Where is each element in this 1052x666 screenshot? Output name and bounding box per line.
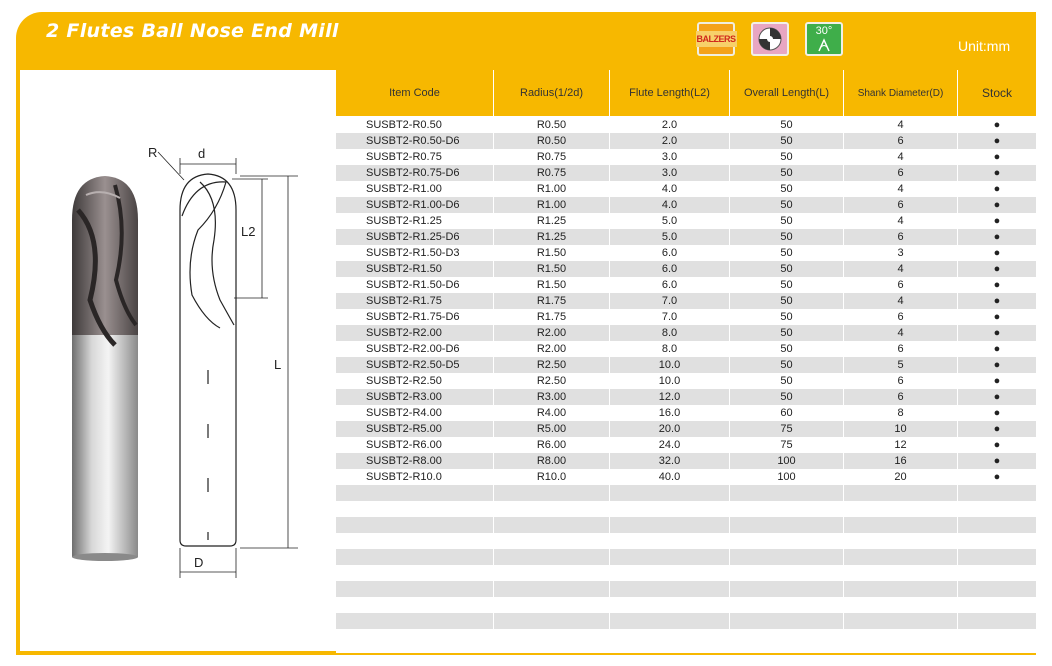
cell-stock: ● (993, 471, 1001, 483)
cell-radius: R4.00 (494, 405, 610, 421)
cell-overall-length: 50 (730, 197, 844, 213)
empty-table-row (336, 581, 1036, 597)
cell-flute-length: 24.0 (610, 437, 730, 453)
cell-item-code: SUSBT2-R1.25-D6 (336, 229, 494, 245)
cell-item-code: SUSBT2-R0.75-D6 (336, 165, 494, 181)
cell-shank-diameter: 4 (844, 293, 958, 309)
cell-stock: ● (993, 279, 1001, 291)
cell-radius: R2.00 (494, 341, 610, 357)
cell-item-code: SUSBT2-R1.25 (336, 213, 494, 229)
cell-flute-length: 5.0 (610, 213, 730, 229)
col-header-shank-diameter: Shank Diameter(D) (844, 70, 958, 116)
cell-shank-diameter (844, 629, 958, 645)
cell-overall-length: 50 (730, 261, 844, 277)
cell-item-code: SUSBT2-R2.00 (336, 325, 494, 341)
cell-flute-length (610, 485, 730, 501)
cell-overall-length: 50 (730, 309, 844, 325)
cell-radius (494, 581, 610, 597)
col-header-flute-length: Flute Length(L2) (610, 70, 730, 116)
empty-table-row (336, 501, 1036, 517)
cell-radius (494, 549, 610, 565)
cell-overall-length: 50 (730, 213, 844, 229)
cell-overall-length: 50 (730, 357, 844, 373)
cell-radius (494, 517, 610, 533)
cell-overall-length (730, 533, 844, 549)
cell-flute-length: 8.0 (610, 341, 730, 357)
cell-radius (494, 597, 610, 613)
balzers-coating-badge (697, 22, 735, 56)
cell-shank-diameter: 6 (844, 229, 958, 245)
cell-overall-length: 75 (730, 437, 844, 453)
cell-item-code (336, 613, 494, 629)
cell-stock: ● (993, 215, 1001, 227)
cell-flute-length: 2.0 (610, 133, 730, 149)
cell-overall-length: 50 (730, 149, 844, 165)
helix-angle-label: 30° (815, 25, 833, 37)
cell-stock: ● (993, 311, 1001, 323)
table-row (336, 405, 1036, 421)
cell-shank-diameter: 12 (844, 437, 958, 453)
cell-radius: R2.00 (494, 325, 610, 341)
cell-shank-diameter: 20 (844, 469, 958, 485)
cell-overall-length: 50 (730, 325, 844, 341)
cell-overall-length: 100 (730, 469, 844, 485)
cell-shank-diameter (844, 501, 958, 517)
cell-item-code (336, 517, 494, 533)
table-row (336, 469, 1036, 485)
cell-radius: R6.00 (494, 437, 610, 453)
cell-shank-diameter: 3 (844, 245, 958, 261)
cell-flute-length: 6.0 (610, 261, 730, 277)
cell-radius: R1.50 (494, 277, 610, 293)
cell-radius: R0.50 (494, 133, 610, 149)
empty-table-row (336, 549, 1036, 565)
table-row (336, 357, 1036, 373)
table-row (336, 229, 1036, 245)
empty-table-row (336, 597, 1036, 613)
cell-stock: ● (993, 295, 1001, 307)
bottom-rule (336, 653, 1036, 655)
cell-stock (958, 613, 1036, 629)
cell-item-code: SUSBT2-R1.00-D6 (336, 197, 494, 213)
cell-stock (958, 485, 1036, 501)
cell-radius: R1.00 (494, 197, 610, 213)
cell-overall-length: 75 (730, 421, 844, 437)
cell-stock: ● (993, 263, 1001, 275)
two-flute-icon (751, 22, 789, 56)
cell-radius: R0.75 (494, 149, 610, 165)
cell-flute-length: 8.0 (610, 325, 730, 341)
cell-shank-diameter (844, 613, 958, 629)
cell-shank-diameter: 4 (844, 261, 958, 277)
cell-stock: ● (993, 439, 1001, 451)
cell-shank-diameter: 6 (844, 341, 958, 357)
cell-stock: ● (993, 423, 1001, 435)
cell-radius: R1.75 (494, 293, 610, 309)
cell-radius: R1.50 (494, 245, 610, 261)
table-row (336, 277, 1036, 293)
cell-flute-length: 10.0 (610, 357, 730, 373)
cell-flute-length: 10.0 (610, 373, 730, 389)
cell-shank-diameter: 6 (844, 197, 958, 213)
cell-flute-length: 5.0 (610, 229, 730, 245)
cell-overall-length (730, 613, 844, 629)
cell-item-code: SUSBT2-R2.50 (336, 373, 494, 389)
cell-overall-length (730, 629, 844, 645)
cell-stock: ● (993, 455, 1001, 467)
cell-stock: ● (993, 391, 1001, 403)
cell-radius: R1.75 (494, 309, 610, 325)
cell-shank-diameter: 5 (844, 357, 958, 373)
cell-flute-length: 7.0 (610, 309, 730, 325)
cell-item-code (336, 485, 494, 501)
cell-radius: R1.00 (494, 181, 610, 197)
cell-flute-length (610, 629, 730, 645)
table-row (336, 245, 1036, 261)
cell-item-code: SUSBT2-R1.50-D3 (336, 245, 494, 261)
cell-item-code: SUSBT2-R0.50 (336, 117, 494, 133)
table-row (336, 117, 1036, 133)
table-row (336, 197, 1036, 213)
col-header-overall-length: Overall Length(L) (730, 70, 844, 116)
cell-stock: ● (993, 119, 1001, 131)
cell-item-code (336, 597, 494, 613)
cell-item-code: SUSBT2-R1.50 (336, 261, 494, 277)
cell-item-code: SUSBT2-R6.00 (336, 437, 494, 453)
cell-shank-diameter (844, 597, 958, 613)
cell-shank-diameter (844, 549, 958, 565)
cell-stock (958, 565, 1036, 581)
cell-flute-length: 7.0 (610, 293, 730, 309)
cell-flute-length (610, 501, 730, 517)
cell-stock (958, 581, 1036, 597)
cell-radius (494, 501, 610, 517)
cell-item-code: SUSBT2-R5.00 (336, 421, 494, 437)
end-mill-photo (72, 176, 138, 561)
col-header-radius: Radius(1/2d) (494, 70, 610, 116)
cell-shank-diameter: 16 (844, 453, 958, 469)
empty-table-row (336, 517, 1036, 533)
table-row (336, 293, 1036, 309)
end-mill-drawing (20, 70, 336, 650)
cell-item-code: SUSBT2-R4.00 (336, 405, 494, 421)
cell-radius: R0.50 (494, 117, 610, 133)
empty-table-row (336, 629, 1036, 645)
helix-angle-badge (805, 22, 843, 56)
cell-radius: R5.00 (494, 421, 610, 437)
cell-radius: R1.25 (494, 213, 610, 229)
balzers-label: BALZERS (696, 31, 737, 47)
cell-stock: ● (993, 167, 1001, 179)
cell-stock (958, 597, 1036, 613)
cell-shank-diameter: 4 (844, 213, 958, 229)
cell-item-code: SUSBT2-R3.00 (336, 389, 494, 405)
cell-item-code: SUSBT2-R1.75 (336, 293, 494, 309)
cell-item-code: SUSBT2-R1.75-D6 (336, 309, 494, 325)
cell-item-code: SUSBT2-R2.50-D5 (336, 357, 494, 373)
cell-item-code: SUSBT2-R1.50-D6 (336, 277, 494, 293)
cell-radius: R3.00 (494, 389, 610, 405)
cell-overall-length: 50 (730, 341, 844, 357)
label-d: d (198, 146, 206, 161)
cell-stock: ● (993, 375, 1001, 387)
cell-flute-length (610, 517, 730, 533)
cell-radius: R1.50 (494, 261, 610, 277)
cell-stock: ● (993, 151, 1001, 163)
cell-overall-length: 50 (730, 373, 844, 389)
label-l: L (274, 357, 282, 372)
cell-flute-length: 3.0 (610, 165, 730, 181)
cell-flute-length: 32.0 (610, 453, 730, 469)
cell-flute-length: 4.0 (610, 181, 730, 197)
cell-overall-length: 50 (730, 117, 844, 133)
cell-flute-length (610, 613, 730, 629)
label-l2: L2 (241, 224, 256, 239)
cell-item-code (336, 565, 494, 581)
page-title: 2 Flutes Ball Nose End Mill (46, 20, 339, 42)
cell-overall-length: 50 (730, 165, 844, 181)
cell-overall-length: 50 (730, 277, 844, 293)
cell-flute-length: 6.0 (610, 245, 730, 261)
cell-shank-diameter: 4 (844, 325, 958, 341)
cell-flute-length (610, 597, 730, 613)
cell-shank-diameter (844, 565, 958, 581)
cell-radius: R0.75 (494, 165, 610, 181)
cell-stock: ● (993, 343, 1001, 355)
empty-table-row (336, 565, 1036, 581)
cell-item-code: SUSBT2-R2.00-D6 (336, 341, 494, 357)
cell-flute-length (610, 533, 730, 549)
cell-flute-length: 16.0 (610, 405, 730, 421)
table-row (336, 261, 1036, 277)
table-row (336, 325, 1036, 341)
cell-stock: ● (993, 359, 1001, 371)
cell-shank-diameter: 6 (844, 373, 958, 389)
cell-stock (958, 533, 1036, 549)
cell-radius: R2.50 (494, 373, 610, 389)
cell-item-code (336, 533, 494, 549)
cell-shank-diameter: 6 (844, 389, 958, 405)
cell-shank-diameter: 6 (844, 165, 958, 181)
cell-overall-length: 50 (730, 245, 844, 261)
cell-flute-length: 12.0 (610, 389, 730, 405)
cell-flute-length: 2.0 (610, 117, 730, 133)
cell-flute-length: 4.0 (610, 197, 730, 213)
cell-item-code (336, 501, 494, 517)
empty-table-row (336, 613, 1036, 629)
cell-stock: ● (993, 135, 1001, 147)
cell-item-code: SUSBT2-R0.50-D6 (336, 133, 494, 149)
table-row (336, 453, 1036, 469)
cell-radius (494, 613, 610, 629)
cell-radius: R2.50 (494, 357, 610, 373)
cell-overall-length (730, 485, 844, 501)
cell-item-code: SUSBT2-R10.0 (336, 469, 494, 485)
cell-overall-length (730, 501, 844, 517)
cell-overall-length: 50 (730, 293, 844, 309)
cell-stock: ● (993, 183, 1001, 195)
cell-flute-length (610, 581, 730, 597)
cell-radius (494, 629, 610, 645)
cell-overall-length: 50 (730, 389, 844, 405)
cell-stock (958, 517, 1036, 533)
cell-radius (494, 533, 610, 549)
cell-shank-diameter: 10 (844, 421, 958, 437)
table-row (336, 165, 1036, 181)
cell-stock (958, 549, 1036, 565)
label-shank-d: D (194, 555, 204, 570)
cell-item-code (336, 629, 494, 645)
table-row (336, 133, 1036, 149)
cell-stock: ● (993, 231, 1001, 243)
cell-flute-length: 40.0 (610, 469, 730, 485)
cell-overall-length (730, 597, 844, 613)
cell-shank-diameter (844, 581, 958, 597)
cell-item-code: SUSBT2-R0.75 (336, 149, 494, 165)
cell-shank-diameter: 6 (844, 309, 958, 325)
cell-overall-length: 50 (730, 181, 844, 197)
cell-overall-length: 60 (730, 405, 844, 421)
cell-overall-length (730, 549, 844, 565)
helix-angle-icon (814, 38, 834, 52)
cell-flute-length: 3.0 (610, 149, 730, 165)
table-row (336, 309, 1036, 325)
table-row (336, 181, 1036, 197)
cell-radius: R8.00 (494, 453, 610, 469)
cell-stock (958, 629, 1036, 645)
cell-flute-length: 20.0 (610, 421, 730, 437)
cell-flute-length (610, 549, 730, 565)
cell-flute-length: 6.0 (610, 277, 730, 293)
label-r: R (148, 145, 158, 160)
cell-shank-diameter (844, 517, 958, 533)
cell-overall-length: 50 (730, 229, 844, 245)
cell-stock: ● (993, 247, 1001, 259)
cell-overall-length (730, 581, 844, 597)
cell-stock: ● (993, 327, 1001, 339)
cell-stock: ● (993, 199, 1001, 211)
table-row (336, 341, 1036, 357)
col-header-item-code: Item Code (336, 70, 494, 116)
cell-item-code (336, 549, 494, 565)
cell-shank-diameter (844, 533, 958, 549)
cell-stock: ● (993, 407, 1001, 419)
cell-shank-diameter: 4 (844, 181, 958, 197)
empty-table-row (336, 485, 1036, 501)
cell-radius (494, 565, 610, 581)
cell-overall-length: 50 (730, 133, 844, 149)
col-header-stock: Stock (958, 70, 1036, 116)
cell-overall-length (730, 565, 844, 581)
table-row (336, 389, 1036, 405)
cell-overall-length: 100 (730, 453, 844, 469)
unit-label: Unit:mm (958, 38, 1011, 54)
cell-radius (494, 485, 610, 501)
cell-overall-length (730, 517, 844, 533)
cell-flute-length (610, 565, 730, 581)
cell-shank-diameter: 6 (844, 133, 958, 149)
cell-item-code (336, 581, 494, 597)
table-row (336, 149, 1036, 165)
table-row (336, 213, 1036, 229)
table-row (336, 437, 1036, 453)
table-row (336, 373, 1036, 389)
cell-shank-diameter: 4 (844, 149, 958, 165)
cell-radius: R1.25 (494, 229, 610, 245)
empty-table-row (336, 533, 1036, 549)
cell-item-code: SUSBT2-R1.00 (336, 181, 494, 197)
cell-radius: R10.0 (494, 469, 610, 485)
cell-stock (958, 501, 1036, 517)
table-row (336, 421, 1036, 437)
cell-shank-diameter: 4 (844, 117, 958, 133)
cell-item-code: SUSBT2-R8.00 (336, 453, 494, 469)
cell-shank-diameter (844, 485, 958, 501)
cell-shank-diameter: 8 (844, 405, 958, 421)
cell-shank-diameter: 6 (844, 277, 958, 293)
